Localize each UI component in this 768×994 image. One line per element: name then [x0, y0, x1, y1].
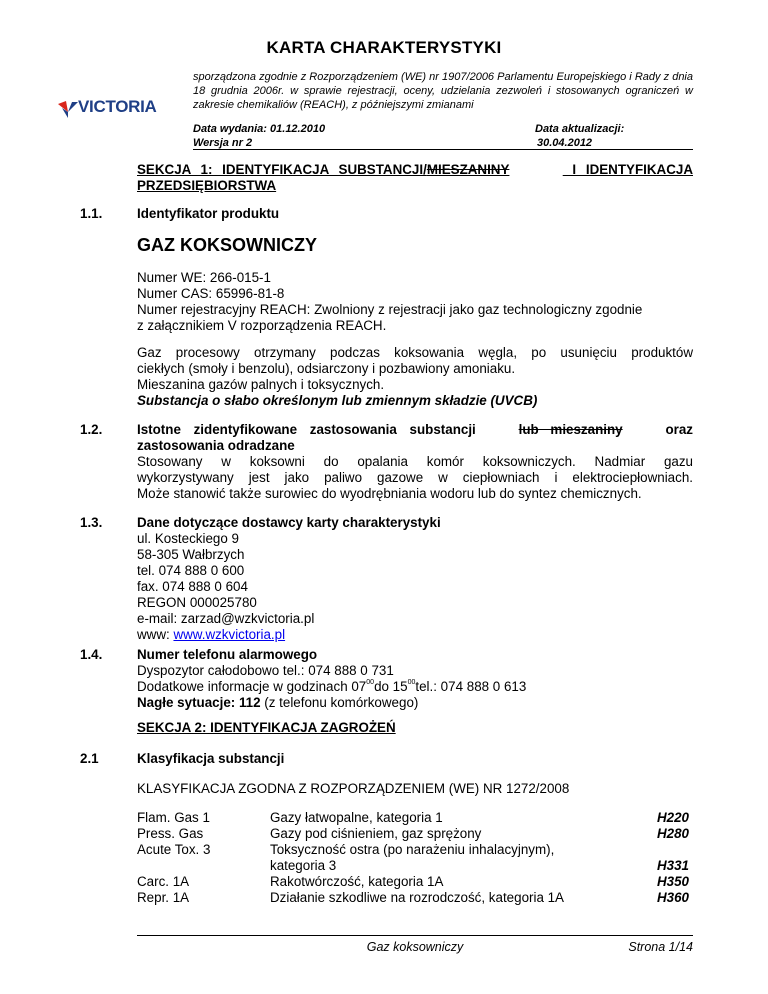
version: Wersja nr 2 [193, 137, 253, 149]
subsection-1-2-title [137, 422, 693, 438]
subsection-1-2 [137, 422, 693, 502]
hazard-class-desc: Rakotwórczość, kategoria 1A [270, 874, 444, 889]
product-description [137, 345, 693, 409]
logo-text: VICTORIA [78, 97, 157, 116]
hazard-statement: H350 [656, 874, 689, 889]
hazard-class-code: Acute Tox. 3 [137, 842, 211, 857]
product-identifiers [137, 270, 693, 334]
dispatcher-phone: Dyspozytor całodobowo tel.: 074 888 0 731 [137, 663, 394, 678]
classification-row [137, 842, 693, 858]
subsection-1-2-number: 1.2. [80, 422, 103, 437]
extra-info-c: tel.: 074 888 0 613 [415, 679, 527, 694]
we-number: Numer WE: 266-015-1 [137, 270, 271, 285]
cas-number: Numer CAS: 65996-81-8 [137, 286, 285, 301]
subsection-1-4 [137, 647, 693, 711]
supplier-city: 58-305 Wałbrzych [137, 547, 245, 562]
supplier-regon: REGON 000025780 [137, 595, 257, 610]
document-title: KARTA CHARAKTERYSTYKI [266, 38, 502, 57]
classification-row [137, 858, 693, 874]
urgent-label: Nagłe sytuacje: 112 [137, 695, 261, 710]
hazard-statement: H220 [656, 810, 689, 825]
company-logo [56, 98, 166, 122]
hazard-class-desc: Gazy łatwopalne, kategoria 1 [270, 810, 443, 825]
urgent-phone [137, 695, 693, 711]
header-divider [193, 149, 693, 150]
extra-info-a: Dodatkowe informacje w godzinach 07 [137, 679, 367, 694]
footer-divider [137, 935, 693, 936]
classification-row [137, 826, 693, 842]
issue-date: Data wydania: 01.12.2010 [193, 123, 326, 135]
classification-row [137, 810, 693, 826]
classification-regulation: KLASYFIKACJA ZGODNA Z ROZPORZĄDZENIEM (WE) NR 1272/2008 [137, 781, 570, 796]
www-label: www: [137, 627, 174, 642]
hazard-statement: H280 [656, 826, 689, 841]
hazard-class-desc: Toksyczność ostra (po narażeniu inhalacyjnym), [270, 842, 555, 857]
extra-info-phone [137, 679, 693, 695]
classification-table [137, 810, 693, 906]
hazard-class-code: Flam. Gas 1 [137, 810, 210, 825]
hazard-statement: H331 [656, 858, 689, 873]
extra-info-b: do 15 [374, 679, 408, 694]
subsection-1-4-number: 1.4. [80, 647, 103, 662]
hazard-statement: H360 [656, 890, 689, 905]
subsection-1-1-number: 1.1. [80, 206, 103, 221]
description-line: Mieszanina gazów palnych i toksycznych. [137, 377, 385, 392]
hazard-class-code: Carc. 1A [137, 874, 190, 889]
urgent-rest: (z telefonu komórkowego) [260, 695, 419, 710]
product-name: GAZ KOKSOWNICZY [137, 235, 317, 255]
section-1-heading-part1: SEKCJA 1: IDENTYFIKACJA SUBSTANCJI/ [137, 162, 427, 177]
supplier-www [137, 627, 693, 643]
classification-row [137, 874, 693, 890]
section-1-heading-part2: I IDENTYFIKACJA [562, 162, 693, 177]
subsection-1-2-title-strike: lub mieszaniny [518, 422, 623, 437]
subsection-1-1-title: Identyfikator produktu [137, 206, 280, 221]
reach-number: Numer rejestracyjny REACH: Zwolniony z rejestracji jako gaz technologiczny zgodnie [137, 302, 643, 317]
section-1-heading [137, 162, 693, 194]
section-1-heading-strike: MIESZANINY [426, 162, 510, 177]
hazard-class-code: Press. Gas [137, 826, 204, 841]
supplier-street: ul. Kosteckiego 9 [137, 531, 239, 546]
extra-info-sup2: 00 [407, 679, 416, 686]
subsection-1-2-title-part2: oraz [665, 422, 693, 437]
subsection-1-3-number: 1.3. [80, 515, 103, 530]
uvcb-note: Substancja o słabo określonym lub zmiennym składzie (UVCB) [137, 393, 538, 408]
hazard-class-desc: Gazy pod ciśnieniem, gaz sprężony [270, 826, 482, 841]
description-line: ciekłych (smoły i benzolu), odsiarczony i pozbawiony amoniaku. [137, 361, 516, 376]
hazard-class-desc: kategoria 3 [270, 858, 337, 873]
supplier-tel: tel. 074 888 0 600 [137, 563, 245, 578]
supplier-email: e-mail: zarzad@wzkvictoria.pl [137, 611, 315, 626]
regulation-note: sporządzona zgodnie z Rozporządzeniem (WE) nr 1907/2006 Parlamentu Europejskiego i Rady z dnia 18 grudnia 2006r. w sprawie rejestracji, oceny, udzielania zezwoleń i stosowanych ograniczeń w zakresie chemikaliów (REACH), z późniejszymi zmianami [193, 71, 693, 111]
subsection-1-2-title-part1: Istotne zidentyfikowane zastosowania substancji [137, 422, 476, 437]
footer-product-name: Gaz koksowniczy [366, 940, 464, 954]
subsection-1-3 [137, 515, 693, 643]
usage-line: Stosowany w koksowni do opalania komór koksowniczych. Nadmiar gazu [137, 454, 693, 469]
subsection-1-2-title-line2: zastosowania odradzane [137, 438, 295, 453]
supplier-fax: fax. 074 888 0 604 [137, 579, 248, 594]
victoria-logo-icon [56, 98, 80, 122]
page-number: Strona 1/14 [628, 940, 693, 954]
update-label: Data aktualizacji: [535, 123, 625, 135]
hazard-class-code: Repr. 1A [137, 890, 190, 905]
subsection-2-1-title: Klasyfikacja substancji [137, 751, 285, 766]
usage-line: wykorzystywany jest jako paliwo gazowe w ciepłowniach i elektrociepłowniach. [137, 470, 693, 485]
reach-number-cont: z załącznikiem V rozporządzenia REACH. [137, 318, 387, 333]
subsection-2-1-number: 2.1 [80, 751, 99, 766]
subsection-1-4-title: Numer telefonu alarmowego [137, 647, 318, 662]
section-1-heading-line2: PRZEDSIĘBIORSTWA [137, 178, 277, 193]
classification-row [137, 890, 693, 906]
website-link[interactable]: www.wzkvictoria.pl [173, 627, 286, 642]
usage-line: Może stanowić także surowiec do wyodrębniania wodoru lub do syntez chemicznych. [137, 486, 642, 501]
update-date: 30.04.2012 [537, 137, 593, 149]
description-line: Gaz procesowy otrzymany podczas koksowania węgla, po usunięciu produktów [137, 345, 693, 360]
hazard-class-desc: Działanie szkodliwe na rozrodczość, kategoria 1A [270, 890, 564, 905]
extra-info-sup1: 00 [366, 679, 375, 686]
subsection-1-3-title: Dane dotyczące dostawcy karty charakterystyki [137, 515, 441, 530]
section-2-heading: SEKCJA 2: IDENTYFIKACJA ZAGROŻEŃ [137, 720, 396, 735]
